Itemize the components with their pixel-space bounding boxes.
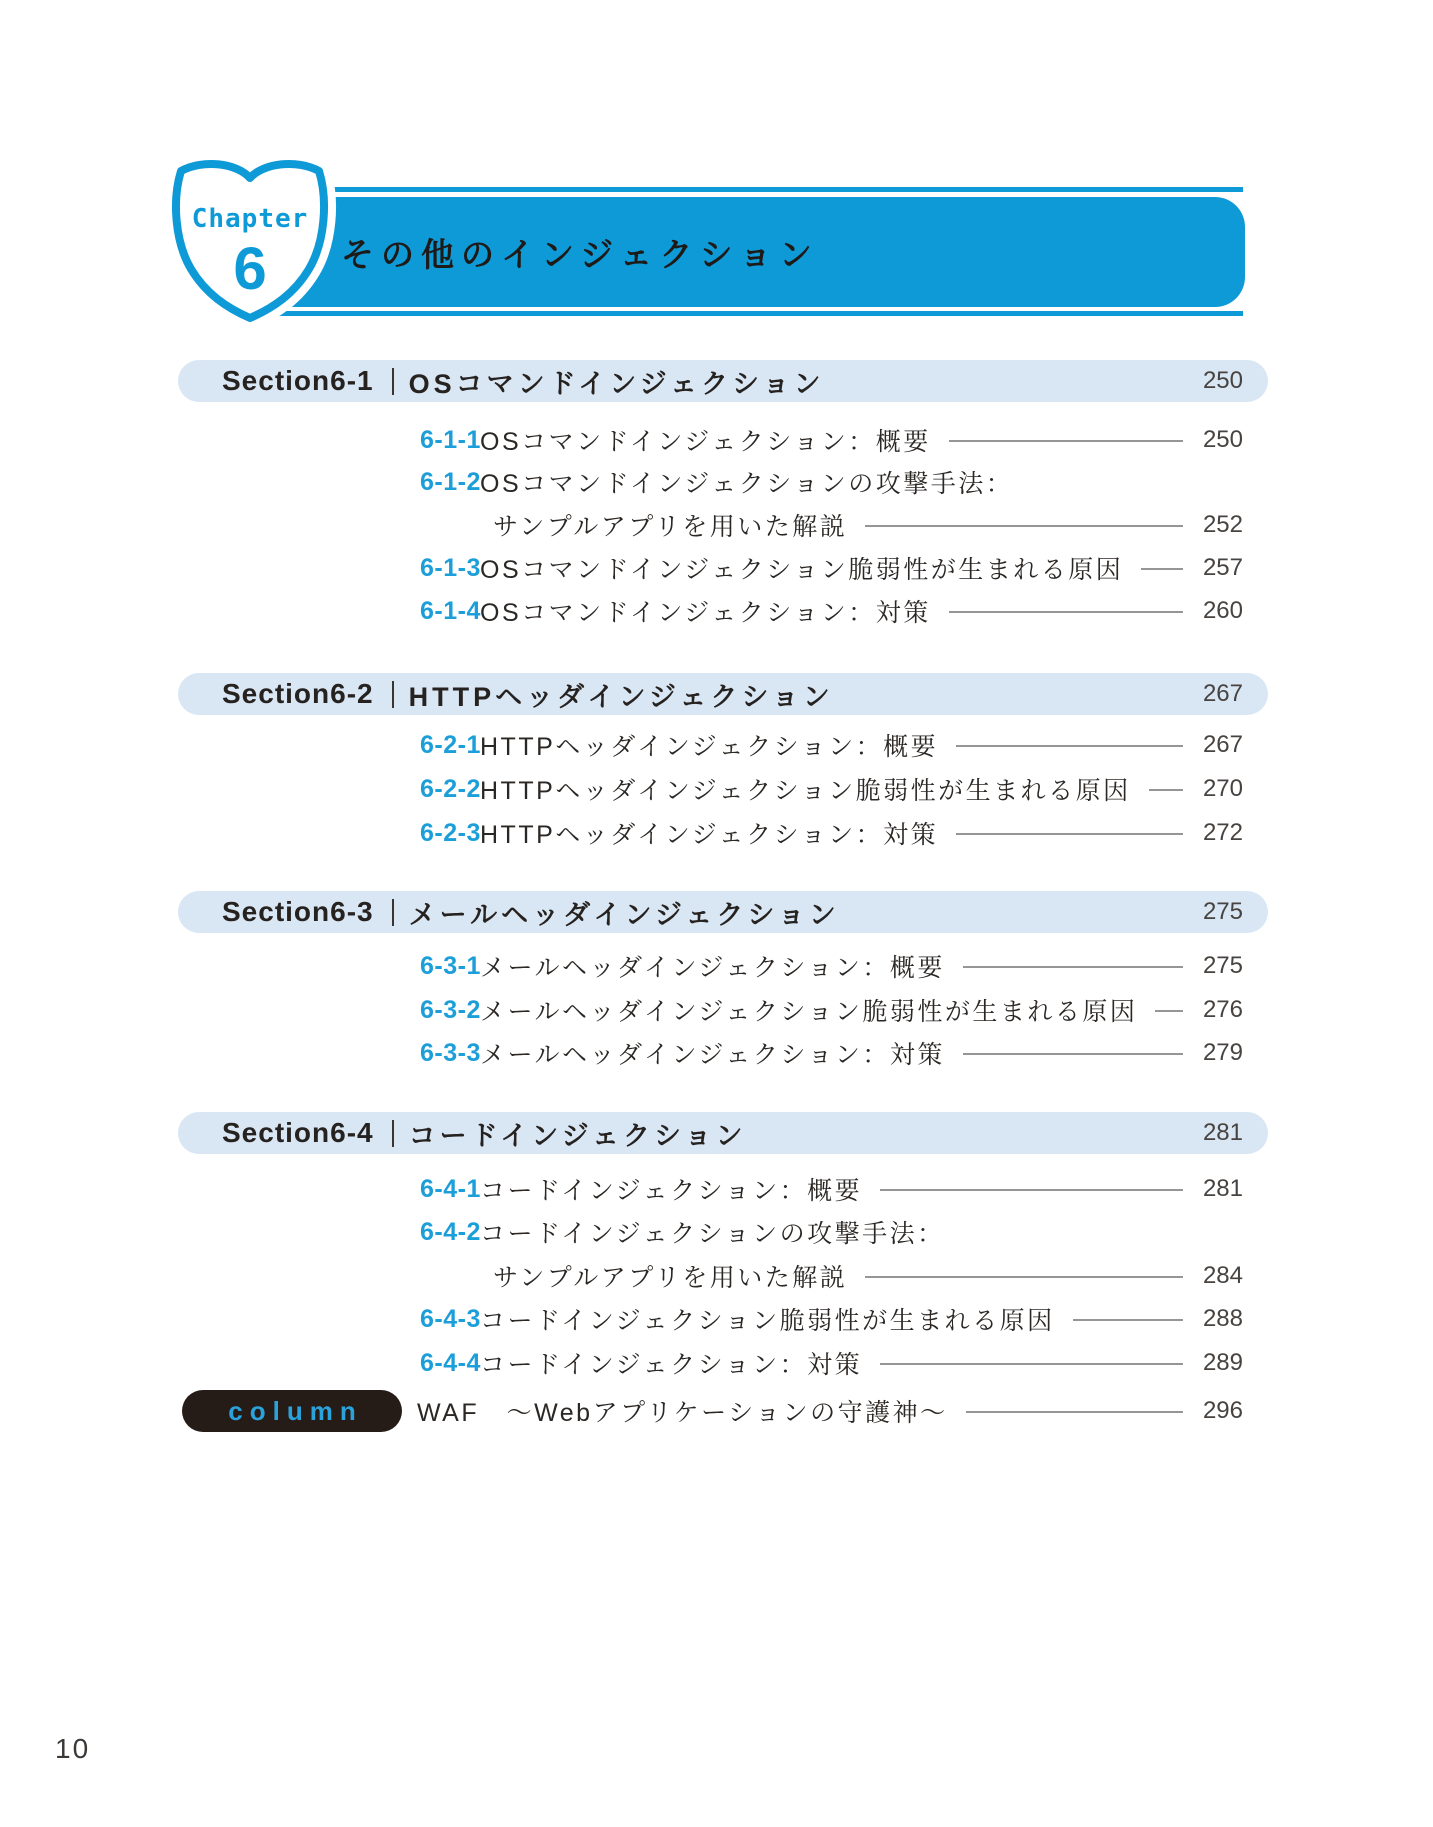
item-number: 6-3-2	[420, 995, 481, 1024]
item-number: 6-2-1	[420, 730, 481, 759]
chapter-badge-number: 6	[233, 235, 267, 302]
item-title: HTTPヘッダインジェクション：概要	[480, 733, 939, 761]
column-title: WAF ～Webアプリケーションの守護神～	[417, 1399, 948, 1427]
leader-line	[865, 525, 1183, 527]
toc-row	[420, 1032, 1243, 1074]
leader-line	[949, 611, 1183, 613]
item-title: コードインジェクション：対策	[480, 1351, 863, 1379]
section-separator	[392, 899, 394, 926]
section-title: メールヘッダインジェクション	[408, 899, 840, 930]
leader-line	[1073, 1319, 1183, 1321]
item-title: OSコマンドインジェクション：対策	[480, 599, 931, 627]
leader-line	[1155, 1010, 1183, 1012]
section-separator	[392, 681, 394, 708]
banner-top-rule	[255, 187, 1243, 192]
leader-line	[880, 1189, 1183, 1191]
section-title: HTTPヘッダインジェクション	[408, 681, 834, 712]
chapter-badge-label: Chapter	[191, 204, 309, 234]
chapter-banner	[255, 197, 1245, 307]
item-number: 6-1-1	[420, 425, 481, 454]
toc-row-continuation	[493, 1255, 1243, 1297]
section-separator	[392, 1120, 394, 1147]
toc-row	[420, 1168, 1243, 1210]
leader-line	[880, 1363, 1183, 1365]
item-number: 6-4-4	[420, 1348, 481, 1377]
item-number: 6-3-1	[420, 951, 481, 980]
item-page-number: 270	[1202, 775, 1243, 802]
item-page-number: 284	[1202, 1262, 1243, 1289]
item-number: 6-2-3	[420, 818, 481, 847]
toc-row	[420, 590, 1243, 632]
item-number: 6-4-1	[420, 1174, 481, 1203]
item-title: OSコマンドインジェクションの攻撃手法：	[480, 470, 1014, 498]
item-title: OSコマンドインジェクション：概要	[480, 428, 931, 456]
section-header-6-4	[178, 1112, 1268, 1154]
section-header-6-2	[178, 673, 1268, 715]
toc-row-column	[417, 1390, 1243, 1432]
leader-line	[956, 745, 1183, 747]
item-number: 6-3-3	[420, 1038, 481, 1067]
item-title: サンプルアプリを用いた解説	[493, 1264, 848, 1292]
toc-row	[420, 989, 1243, 1031]
item-page-number: 267	[1202, 731, 1243, 758]
section-title: OSコマンドインジェクション	[408, 368, 825, 399]
item-page-number: 289	[1202, 1349, 1243, 1376]
section-id: Section6-1	[222, 365, 374, 396]
item-page-number: 260	[1202, 597, 1243, 624]
item-title: コードインジェクションの攻撃手法：	[480, 1220, 945, 1248]
toc-row	[420, 461, 1243, 503]
toc-row	[420, 547, 1243, 589]
leader-line	[956, 833, 1183, 835]
leader-line	[963, 966, 1183, 968]
leader-line	[963, 1053, 1183, 1055]
page-number-footer: 10	[55, 1733, 91, 1764]
section-id: Section6-4	[222, 1117, 374, 1148]
leader-line	[966, 1411, 1183, 1413]
section-header-6-3	[178, 891, 1268, 933]
item-page-number: 281	[1202, 1175, 1243, 1202]
leader-line	[1149, 789, 1183, 791]
leader-line	[949, 440, 1183, 442]
item-number: 6-1-4	[420, 596, 481, 625]
section-page-number: 281	[1202, 1119, 1243, 1146]
item-page-number: 288	[1202, 1305, 1243, 1332]
leader-line	[865, 1276, 1183, 1278]
item-number: 6-2-2	[420, 774, 481, 803]
item-title: コードインジェクション：概要	[480, 1177, 863, 1205]
item-page-number: 250	[1202, 426, 1243, 453]
item-title: OSコマンドインジェクション脆弱性が生まれる原因	[480, 556, 1124, 584]
column-badge-label: column	[228, 1395, 363, 1426]
item-page-number: 276	[1202, 996, 1243, 1023]
item-page-number: 279	[1202, 1039, 1243, 1066]
chapter-shield-badge	[163, 158, 337, 328]
item-number: 6-4-2	[420, 1217, 481, 1246]
item-title: コードインジェクション脆弱性が生まれる原因	[480, 1307, 1055, 1335]
toc-row	[420, 1211, 1243, 1253]
item-title: メールヘッダインジェクション：概要	[480, 954, 945, 982]
toc-row	[420, 419, 1243, 461]
toc-row-continuation	[493, 504, 1243, 546]
item-page-number: 296	[1202, 1397, 1243, 1424]
section-id: Section6-2	[222, 678, 374, 709]
section-separator	[392, 368, 394, 395]
toc-row	[420, 1298, 1243, 1340]
item-number: 6-4-3	[420, 1304, 481, 1333]
toc-row	[420, 1342, 1243, 1384]
column-badge	[182, 1390, 402, 1432]
section-page-number: 267	[1202, 680, 1243, 707]
item-title: HTTPヘッダインジェクション脆弱性が生まれる原因	[480, 777, 1131, 805]
item-number: 6-1-2	[420, 467, 481, 496]
toc-row	[420, 724, 1243, 766]
section-page-number: 250	[1202, 367, 1243, 394]
toc-row	[420, 768, 1243, 810]
item-page-number: 275	[1202, 952, 1243, 979]
item-title: サンプルアプリを用いた解説	[493, 513, 848, 541]
section-title: コードインジェクション	[408, 1120, 747, 1151]
item-title: HTTPヘッダインジェクション：対策	[480, 821, 939, 849]
item-title: メールヘッダインジェクション：対策	[480, 1041, 945, 1069]
item-page-number: 272	[1202, 819, 1243, 846]
section-id: Section6-3	[222, 896, 374, 927]
toc-row	[420, 812, 1243, 854]
banner-bottom-rule	[255, 311, 1243, 316]
item-page-number: 257	[1202, 554, 1243, 581]
item-page-number: 252	[1202, 511, 1243, 538]
toc-row	[420, 945, 1243, 987]
section-header-6-1	[178, 360, 1268, 402]
section-page-number: 275	[1202, 898, 1243, 925]
leader-line	[1141, 568, 1183, 570]
item-title: メールヘッダインジェクション脆弱性が生まれる原因	[480, 998, 1138, 1026]
chapter-title: その他のインジェクション	[341, 235, 819, 273]
item-number: 6-1-3	[420, 553, 481, 582]
